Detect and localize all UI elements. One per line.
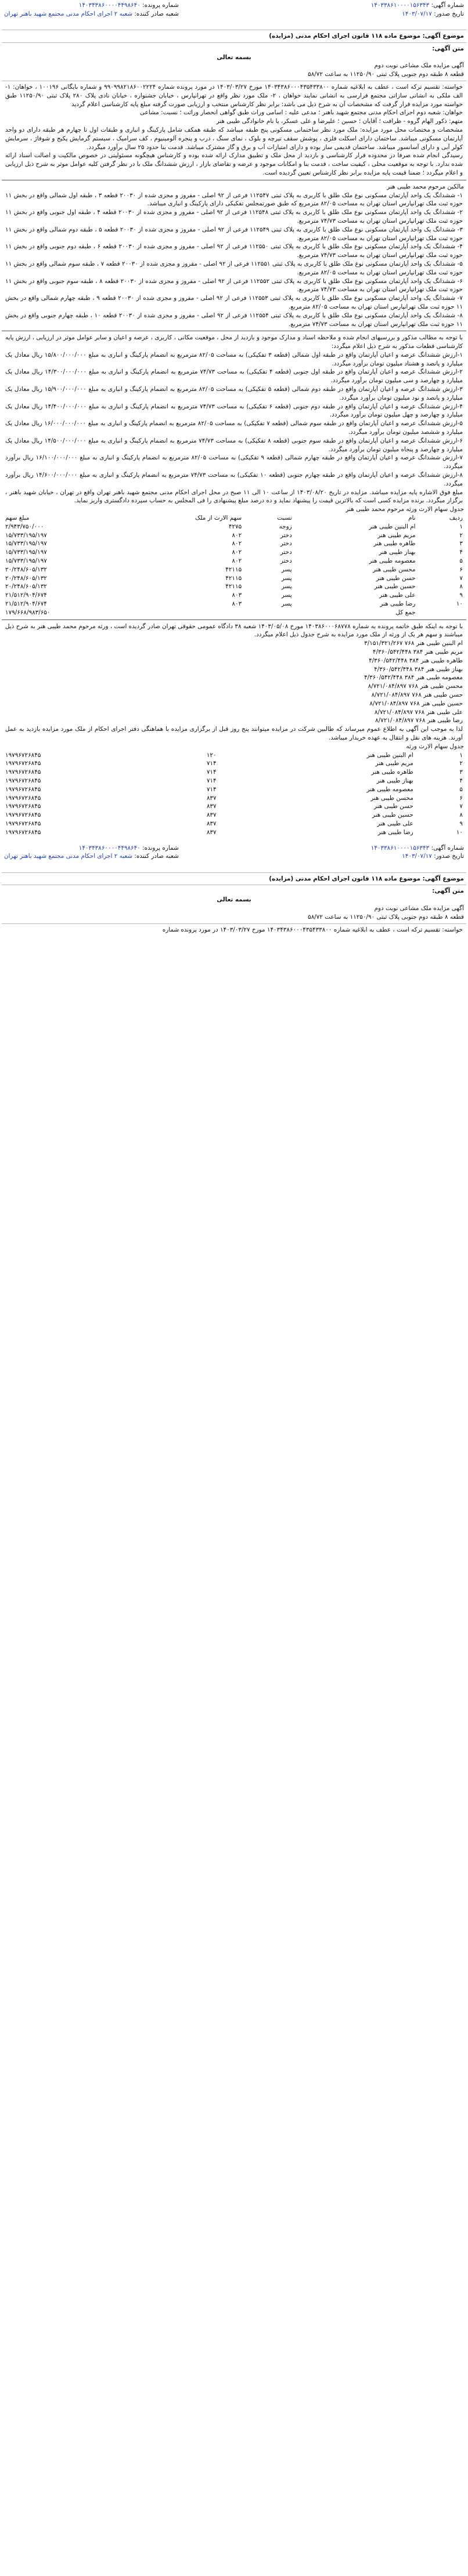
- table-cell: ۱۹۷۹۶۷۲۶۸۴۵: [5, 828, 41, 836]
- notice-number: ۱۴۰۳۳۸۶۱۰۰۰۰۱۵۶۳۴۳: [370, 2, 430, 9]
- divider: [2, 619, 466, 620]
- valuation-item: ۶-ارزش ششدانگ عرصه و اعیان آپارتمان واقع در طبقه سوم جنوبی (قطعه ۸ تفکیکی) به مساحت ۷۴/۷۳ مترمربع به انضمام پارکینگ و انباری به مبلغ ۱۴/۵۰۰/۰۰۰/۰۰۰ ریال معادل یک میلیارد و چهارصد و پنجاه میلیون تومان برآورد میگردد.: [5, 437, 463, 453]
- table-cell: ۱۰: [456, 828, 463, 836]
- paragraph: با توجه به اینکه طبق خاتمه پرونده به شماره ۱۴۰۳۸۶۰۰۰۶۸۷۷۸ مورخ ۱۴۰۳/۰۵/۰۸ شعبه ۳۸ دادگاه عمومی حقوقی تهران صادر گردیده است ، ورثه مرحوم محمد طیبی هنر به شرح ذیل میباشند و سهم هر یک از ورثه از ملک مورد مزایده به شرح جدول ذیل اعلام میگردد.: [5, 622, 463, 639]
- table-cell: رضا طیبی هنر: [380, 600, 416, 607]
- table-cell: ۸: [459, 583, 463, 590]
- table-cell: ۱۹۷۹۶۷۲۶۸۴۵: [5, 785, 41, 793]
- divider: [2, 42, 466, 43]
- table-cell: ۴۲۱۱۵: [225, 574, 242, 582]
- table-cell: ۱۲۰: [206, 751, 217, 759]
- table-cell: ۸۳۷: [206, 794, 217, 802]
- list-item: محسن طیبی هنر ۷۶۸ ۸/۷۲۱/۰۸۴/۸۹۷: [368, 683, 463, 690]
- table-total-row: [2, 608, 466, 617]
- list-item: ام البنین طیبی هنر ۷۶۸ ۳/۱۵۱/۳۲۱/۲۶۷: [364, 640, 463, 647]
- table-row: [2, 820, 466, 828]
- table-cell: ۱۹۷۹۶۷۲۶۸۴۵: [5, 794, 41, 802]
- property-item: ۳- ششدانگ یک واحد آپارتمان مسکونی نوع ملک طلق با کاربری به پلاک ثبتی ۱۱۲۵۴۹ فرعی از ۹۲ اصلی - مفروز و مجزی شده از ۲۰۰۳۰ قطعه ۵ ، طبقه دوم شمالی واقع در بخش ۱۱ حوزه ثبت ملک تهرانپارس استان تهران به مساحت ۸۲/۰۵ مترمربع.: [5, 226, 463, 242]
- issuer-row: شعبه صادر کننده: شعبه ۲ اجرای احکام مدنی مجتمع شهید باهنر تهران: [4, 853, 179, 860]
- divider: [2, 923, 466, 924]
- heirs-title: مالکین مرحوم محمد طیبی هنر: [387, 183, 464, 190]
- table-header-cell: مبلغ سهم: [5, 515, 30, 522]
- table-header-cell: ردیف: [449, 515, 463, 522]
- issuer: شعبه ۲ اجرای احکام مدنی مجتمع شهید باهنر تهران: [4, 853, 133, 860]
- table-cell: حسن طیبی هنر: [376, 574, 416, 582]
- paragraph: رسیدگی انجام شده صرفا در محدوده قرار کارشناسی و بازدید از محل ملک و تطبیق مدارک ارائه شده بوده و کارشناس هیچگونه مسئولیتی در خصوص مالکیت و اصالت اسناد ارائه شده ندارد. با توجه به موقعیت محلی ، کیفیت ساخت ، قدمت بنا و امکانات موجود و عرضه و تقاضای بازار ، ارزش ششدانگ ملک با در نظر گرفتن کلیه عوامل موثر به شرح ذیل ارزیابی و اعلام میگردد ؛ ضمنا قیمت پایه مزایده برابر نظر کارشناس تعیین گردیده است.: [5, 152, 463, 176]
- list-item: علی طیبی هنر ۷۶۸ ۸/۷۲۱/۰۸۴/۸۹۷: [374, 708, 463, 716]
- header-left: [4, 844, 179, 861]
- paragraph: مشخصات و مختصات محل مورد مزایده: ملک مورد نظر ساختمانی مسکونی پنج طبقه میباشد که طبقه همکف شامل پارکینگ و انباری و طبقات اول تا چهارم هر طبقه دارای دو واحد آپارتمان مسکونی میباشد. ساختمان دارای اسکلت فلزی ، پوشش سقف تیرچه و بلوک ، نمای سنگ ، درب و پنجره آلومینیوم ، کف سرامیک ، سیستم گرمایش پکیج و شوفاژ ، سرمایش کولر آبی و دارای آسانسور میباشد. ساختمان قدیمی ساز بوده و دارای امتیازات آب و برق و گاز مشترک میباشد. قدمت بنا حدود ۲۵ سال برآورد میگردد.: [5, 126, 463, 151]
- basmala: بسمه تعالی: [217, 896, 251, 904]
- table-cell: علی طیبی هنر: [377, 820, 413, 827]
- table-cell: حسین طیبی هنر: [374, 583, 416, 590]
- valuation-item: ۴-ارزش ششدانگ عرصه و اعیان آپارتمان واقع در طبقه دوم جنوبی (قطعه ۶ تفکیکی) به مساحت ۷۴/۷۳ مترمربع به انضمام پارکینگ و انباری به مبلغ ۱۴/۴۰۰/۰۰۰/۰۰۰ ریال معادل یک میلیارد و چهارصد و چهل میلیون تومان برآورد میگردد.: [5, 403, 463, 419]
- list-item: حسین طیبی هنر ۷۶۸ ۸/۷۲۱/۰۸۴/۸۹۷: [369, 700, 463, 707]
- table-cell: ۷: [459, 803, 463, 810]
- table-cell: حسن طیبی هنر: [374, 803, 413, 810]
- table-header-cell: سهم الارث از ملک: [195, 515, 242, 522]
- spacer: [2, 837, 466, 843]
- valuation-item: ۸-ارزش ششدانگ عرصه و اعیان آپارتمان واقع در طبقه چهارم جنوبی (قطعه ۱۰ تفکیکی) به مساحت ۷۴/۷۳ مترمربع به انضمام پارکینگ و انباری به مبلغ ۱۴/۶۰۰/۰۰۰/۰۰۰ ریال برآورد میگردد.: [5, 472, 463, 487]
- case-number-row: شماره پرونده: ۱۴۰۳۴۳۸۶۰۰۰۰۴۴۹۸۶۴۰: [78, 844, 179, 852]
- basmala: بسمه تعالی: [217, 53, 251, 61]
- table-cell: ۷۱۴: [206, 769, 217, 776]
- paragraph: مبلغ فوق الاشاره پایه مزایده میباشد. مزایده در تاریخ ۱۴۰۳/۰۸/۲۰ از ساعت ۱۰ الی ۱۱ صبح در محل اجرای احکام مدنی مجتمع شهید باهنر تهران واقع در تهران ، خیابان شهید باهنر ، برگزار میگردد. برنده مزایده کسی است که بالاترین قیمت را پیشنهاد نماید و ده درصد مبلغ پیشنهادی را فی المجلس به حساب سپرده دادگستری واریز نماید.: [5, 488, 463, 505]
- table-cell: ۲/۹۴۳/۷۵۰/۰۰۰: [5, 523, 44, 530]
- notice-number: ۱۴۰۳۳۸۶۱۰۰۰۰۱۵۶۳۴۳: [370, 844, 430, 852]
- document: [2, 0, 466, 2576]
- heirs-list: [2, 639, 466, 725]
- table-row: [2, 539, 466, 548]
- table-row: [2, 591, 466, 600]
- table-total: ۱۷۹/۶۶۸/۹۸۳/۶۵۰: [5, 608, 51, 616]
- parties: خواهان: شعبه دوم اجرای احکام مدنی مجتمع شهید باهنر ؛ مدعی علیه : اسامی وراث طبق گواهی انحصار وراثت ؛ نسبت: مشاعی: [139, 109, 463, 117]
- table-cell: ۷۱۴: [206, 760, 217, 767]
- notice-subject: موضوع آگهی: موضوع ماده ۱۱۸ قانون اجرای احکام مدنی (مزایده): [269, 32, 464, 39]
- table-cell: ۲۰/۲۴۸/۶۰۵/۱۳۲: [5, 583, 47, 590]
- table-cell: ۸۳۷: [206, 828, 217, 836]
- table-cell: ۲۰/۲۴۸/۶۰۵/۱۳۲: [5, 566, 47, 573]
- issue-date-row: تاریخ صدور: ۱۴۰۳/۰۷/۱۷: [402, 853, 464, 860]
- table-cell: محسن طیبی هنر: [370, 794, 413, 802]
- table-cell: پسر: [281, 600, 292, 607]
- header-right: [371, 1, 464, 19]
- table-cell: رضا طیبی هنر: [377, 828, 413, 836]
- table-row: [2, 759, 466, 768]
- table-cell: معصومه طیبی هنر: [369, 557, 416, 565]
- table-row: [2, 582, 466, 591]
- table-cell: ام البنین طیبی هنر: [366, 751, 413, 759]
- shares-table: [2, 514, 466, 617]
- table-cell: پسر: [281, 566, 292, 573]
- table-cell: ۸۰۲: [232, 549, 242, 556]
- valuation-item: ۲-ارزش ششدانگ عرصه و اعیان آپارتمان واقع در طبقه اول جنوبی (قطعه ۴ تفکیکی) به مساحت ۷۴/۷۳ مترمربع به انضمام پارکینگ و انباری به مبلغ ۱۴/۳۰۰/۰۰۰/۰۰۰ ریال معادل یک میلیارد و چهارصد و سی میلیون تومان برآورد میگردد.: [5, 368, 463, 385]
- table-cell: ۳: [459, 540, 463, 548]
- valuation-item: ۱-ارزش ششدانگ عرصه و اعیان آپارتمان واقع در طبقه اول شمالی (قطعه ۳ تفکیکی) به مساحت ۸۲/۰۵ مترمربع به انضمام پارکینگ و انباری به مبلغ ۱۵/۸۰۰/۰۰۰/۰۰۰ ریال معادل یک میلیارد و پانصد و هشتاد میلیون تومان برآورد میگردد.: [5, 351, 463, 367]
- auction-heading: آگهی مزایده ملک مشاعی نوبت دوم: [374, 904, 464, 912]
- shares-table-2: [2, 751, 466, 837]
- table-cell: دختر: [280, 557, 292, 565]
- table-cell: ۱: [459, 523, 463, 530]
- list-item: رضا طیبی هنر ۷۶۸ ۸/۷۲۱/۰۸۴/۸۹۷: [375, 717, 463, 724]
- property-item: ۴- ششدانگ یک واحد آپارتمان مسکونی نوع ملک طلق با کاربری به پلاک ثبتی ۱۱۲۵۵۰ فرعی از ۹۲ اصلی - مفروز و مجزی شده از ۲۰۰۳۰ قطعه ۶ ، طبقه دوم جنوبی واقع در بخش ۱۱ حوزه ثبت ملک تهرانپارس استان تهران به مساحت ۷۴/۷۳ مترمربع.: [5, 243, 463, 259]
- case-number: ۱۴۰۳۴۳۸۶۰۰۰۰۴۴۹۸۶۴۰: [78, 2, 141, 9]
- list-item: طاهره طیبی هنر ۳۸۴ ۴/۳۶۰/۵۴۲/۴۴۸: [369, 657, 463, 664]
- table-cell: ۱۹۷۹۶۷۲۶۸۴۵: [5, 811, 41, 819]
- table-cell: مریم طیبی هنر: [375, 760, 413, 767]
- table-cell: ۱۹۷۹۶۷۲۶۸۴۵: [5, 820, 41, 827]
- notice-number-row: شماره آگهی: ۱۴۰۳۳۸۶۱۰۰۰۰۱۵۶۳۴۳: [370, 2, 464, 9]
- table-cell: ۸۰۳: [232, 600, 242, 607]
- table-cell: ۷۱۴: [206, 777, 217, 784]
- auction-subheading: قطعه ۸ طبقه دوم جنوبی پلاک ثبتی ۱۱۲۵۰/۹۰ به ساعت ۵۸/۷۲: [308, 71, 464, 78]
- shares-table-title: جدول سهام الارث ورثه مرحوم محمد طیبی هنر: [345, 506, 464, 513]
- notice-header: [2, 0, 466, 28]
- list-item: مریم طیبی هنر ۳۸۴ ۴/۳۶۰/۵۴۲/۴۴۸: [373, 648, 463, 655]
- valuation-item: ۳-ارزش ششدانگ عرصه و اعیان آپارتمان واقع در طبقه دوم شمالی (قطعه ۵ تفکیکی) به مساحت ۸۲/۰۵ مترمربع به انضمام پارکینگ و انباری به مبلغ ۱۵/۹۰۰/۰۰۰/۰۰۰ ریال معادل یک میلیارد و پانصد و نود میلیون تومان برآورد میگردد.: [5, 386, 463, 401]
- table-row: [2, 794, 466, 803]
- table-cell: ۴۲۱۱۵: [225, 566, 242, 573]
- table-cell: ۸۰۲: [232, 540, 242, 548]
- table-cell: پسر: [281, 583, 292, 590]
- table-cell: بهناز طیبی هنر: [379, 549, 416, 556]
- table-cell: محسن طیبی هنر: [372, 566, 416, 573]
- list-item: معصومه طیبی هنر ۳۸۴ ۴/۳۶۰/۵۴۲/۴۴۸: [364, 674, 463, 682]
- table-cell: ۲۱/۵۱۲/۹۰۴/۶۷۴: [5, 600, 47, 607]
- list-item: بهناز طیبی هنر ۳۸۴ ۴/۳۶۰/۵۴۲/۴۴۸: [374, 665, 463, 673]
- table-row: [2, 811, 466, 820]
- header-right: [371, 844, 464, 861]
- table-cell: طاهره طیبی هنر: [373, 540, 416, 548]
- table-header-row: [2, 514, 466, 523]
- table-row: [2, 574, 466, 583]
- table-cell: ۶: [459, 794, 463, 802]
- list-item: حسن طیبی هنر ۷۶۸ ۸/۷۲۱/۰۸۴/۸۹۷: [371, 691, 463, 698]
- table-row: [2, 802, 466, 811]
- table-cell: ۹: [459, 820, 463, 827]
- notice-subject: موضوع آگهی: موضوع ماده ۱۱۸ قانون اجرای احکام مدنی (مزایده): [269, 875, 464, 882]
- issuer: شعبه ۲ اجرای احکام مدنی مجتمع شهید باهنر تهران: [4, 10, 133, 17]
- table-cell: ۲۰/۲۴۸/۶۰۵/۱۳۲: [5, 574, 47, 582]
- table-row: [2, 828, 466, 837]
- table-total-label: جمع کل: [395, 608, 416, 616]
- case-number-row: شماره پرونده: ۱۴۰۳۴۳۸۶۰۰۰۰۴۴۹۸۶۴۰: [78, 2, 179, 9]
- table-cell: ۹: [459, 592, 463, 599]
- notice-header: [2, 843, 466, 871]
- table-row: [2, 531, 466, 540]
- auction-subheading: قطعه ۸ طبقه دوم جنوبی پلاک ثبتی ۱۱۲۵۰/۹۰ به ساعت ۵۸/۷۲: [308, 913, 464, 921]
- valuation-item: ۵-ارزش ششدانگ عرصه و اعیان آپارتمان واقع در طبقه سوم شمالی (قطعه ۷ تفکیکی) به مساحت ۸۲/۰۵ مترمربع به انضمام پارکینگ و انباری به مبلغ ۱۶/۰۰۰/۰۰۰/۰۰۰ ریال معادل یک میلیارد و ششصد میلیون تومان برآورد میگردد.: [5, 420, 463, 436]
- property-item: ۵- ششدانگ یک واحد آپارتمان مسکونی نوع ملک طلق با کاربری به پلاک ثبتی ۱۱۲۵۵۱ فرعی از ۹۲ اصلی - مفروز و مجزی شده از ۲۰۰۳۰ قطعه ۷ ، طبقه سوم شمالی واقع در بخش ۱۱ حوزه ثبت ملک تهرانپارس استان تهران به مساحت ۸۲/۰۵ مترمربع.: [5, 260, 463, 276]
- table-cell: ۸۰۲: [232, 557, 242, 565]
- table-cell: ۱۵/۷۳۳/۱۹۵/۱۹۷: [5, 557, 47, 565]
- table-cell: ۸۰۲: [232, 531, 242, 539]
- notice-number-row: شماره آگهی: ۱۴۰۳۳۸۶۱۰۰۰۰۱۵۶۳۴۳: [370, 844, 464, 852]
- table-cell: ۵: [459, 785, 463, 793]
- table-cell: ۱۹۷۹۶۷۲۶۸۴۵: [5, 760, 41, 767]
- paragraph: خواسته: تقسیم ترکه است ، عطف به ابلاغیه شماره ۱۴۰۳۴۳۸۶۰۰۰۴۳۵۴۳۳۸۰۰ مورخ ۱۴۰۳/۰۳/۲۷ در مورد پرونده شماره: [162, 926, 463, 933]
- notice-2: [2, 843, 466, 934]
- table-cell: دختر: [280, 531, 292, 539]
- table-row: [2, 785, 466, 794]
- table-cell: ۱: [459, 751, 463, 759]
- valuation-item: ۷-ارزش ششدانگ عرصه و اعیان آپارتمان واقع در طبقه چهارم شمالی (قطعه ۹ تفکیکی) به مساحت ۸۲/۰۵ مترمربع به انضمام پارکینگ و انباری به مبلغ ۱۶/۱۰۰/۰۰۰/۰۰۰ ریال برآورد میگردد.: [5, 454, 463, 470]
- table-cell: ۸۰۳: [232, 592, 242, 599]
- table-cell: ۸۳۷: [206, 803, 217, 810]
- table-cell: معصومه طیبی هنر: [366, 785, 413, 793]
- property-item: ۱- ششدانگ یک واحد آپارتمان مسکونی نوع ملک طلق با کاربری به پلاک ثبتی ۱۱۲۵۴۷ فرعی از ۹۲ اصلی - مفروز و مجزی شده از ۲۰۰۳۰ قطعه ۳ ، طبقه اول شمالی واقع در بخش ۱۱ حوزه ثبت ملک تهرانپارس استان تهران به مساحت ۸۲/۰۵ مترمربع که طبق صورتمجلس تفکیکی دارای پارکینگ و انباری میباشد.: [5, 191, 463, 208]
- table-row: [2, 600, 466, 608]
- notice-1: [2, 0, 466, 837]
- table-cell: ۴۲۱۱۵: [225, 583, 242, 590]
- table-row: [2, 523, 466, 531]
- table-cell: ۱۹۷۹۶۷۲۶۸۴۵: [5, 777, 41, 784]
- defendants: متهم: ذکور الهام گروه - ظرافت ؛ آقایان ؛ حسین ؛ علیرضا و علی عسکر، یا نام خانوادگی طیبی هنر: [216, 118, 463, 125]
- table-cell: طاهره طیبی هنر: [371, 769, 413, 776]
- table-cell: دختر: [280, 540, 292, 548]
- table-cell: ۲۱/۵۱۲/۹۰۴/۶۷۴: [5, 592, 47, 599]
- table-cell: علی طیبی هنر: [379, 592, 416, 599]
- issue-date: ۱۴۰۳/۰۷/۱۷: [402, 853, 432, 860]
- table-cell: ۸۳۷: [206, 820, 217, 827]
- table-header-cell: نام: [408, 515, 416, 522]
- table-cell: مریم طیبی هنر: [377, 531, 416, 539]
- table-row: [2, 768, 466, 777]
- shares-table-2-title: جدول سهام الارث ورثه: [406, 742, 464, 750]
- property-item: ۸- ششدانگ یک واحد آپارتمان مسکونی نوع ملک طلق با کاربری به پلاک ثبتی ۱۱۲۵۵۴ فرعی از ۹۲ اصلی - مفروز و مجزی شده از ۲۰۰۳۰ قطعه ۱۰ ، طبقه چهارم جنوبی واقع در بخش ۱۱ حوزه ثبت ملک تهرانپارس استان تهران به مساحت ۷۴/۷۳ مترمربع.: [5, 311, 463, 328]
- table-cell: ۱۵/۷۳۳/۱۹۵/۱۹۷: [5, 540, 47, 548]
- table-cell: ۱۹۷۹۶۷۲۶۸۴۵: [5, 769, 41, 776]
- table-cell: دختر: [280, 549, 292, 556]
- divider: [2, 872, 466, 873]
- table-cell: زوجه: [279, 523, 292, 530]
- issue-date-row: تاریخ صدور: ۱۴۰۳/۰۷/۱۷: [402, 10, 464, 17]
- table-cell: ۸۳۷: [206, 811, 217, 819]
- table-cell: ۱۵/۷۳۳/۱۹۵/۱۹۷: [5, 531, 47, 539]
- table-cell: پسر: [281, 592, 292, 599]
- notice-text-label: متن آگهی:: [432, 887, 464, 895]
- issue-date: ۱۴۰۳/۰۷/۱۷: [402, 10, 432, 17]
- table-cell: ۱۹۷۹۶۷۲۶۸۴۵: [5, 751, 41, 759]
- table-cell: ۵: [459, 557, 463, 565]
- header-left: [4, 1, 179, 19]
- table-cell: ۳: [459, 769, 463, 776]
- table-cell: ۴۲۷۵: [228, 523, 242, 530]
- table-cell: ۴: [459, 549, 463, 556]
- table-cell: ۱۰: [456, 600, 463, 607]
- table-cell: ۸: [459, 811, 463, 819]
- table-row: [2, 566, 466, 574]
- property-item: ۷- ششدانگ یک واحد آپارتمان مسکونی نوع ملک طلق با کاربری به پلاک ثبتی ۱۱۲۵۵۳ فرعی از ۹۲ اصلی - مفروز و مجزی شده از ۲۰۰۳۰ قطعه ۹ ، طبقه چهارم شمالی واقع در بخش ۱۱ حوزه ثبت ملک تهرانپارس استان تهران به مساحت ۸۲/۰۵ مترمربع.: [5, 295, 463, 310]
- table-cell: پسر: [281, 574, 292, 582]
- property-item: ۶- ششدانگ یک واحد آپارتمان مسکونی نوع ملک طلق با کاربری به پلاک ثبتی ۱۱۲۵۵۲ فرعی از ۹۲ اصلی - مفروز و مجزی شده از ۲۰۰۳۰ قطعه ۸ ، طبقه سوم جنوبی واقع در بخش ۱۱ حوزه ثبت ملک تهرانپارس استان تهران به مساحت ۷۴/۷۳ مترمربع.: [5, 277, 463, 294]
- table-cell: ۷: [459, 574, 463, 582]
- auction-heading: آگهی مزایده ملک مشاعی نوبت دوم: [374, 62, 464, 70]
- table-row: [2, 557, 466, 566]
- issuer-row: شعبه صادر کننده: شعبه ۲ اجرای احکام مدنی مجتمع شهید باهنر تهران: [4, 10, 179, 17]
- table-row: [2, 548, 466, 557]
- table-cell: ۱۹۷۹۶۷۲۶۸۴۵: [5, 803, 41, 810]
- table-row: [2, 751, 466, 760]
- table-row: [2, 777, 466, 785]
- table-cell: ۷۱۴: [206, 785, 217, 793]
- table-cell: ۴: [459, 777, 463, 784]
- paragraph: لذا به موجب این آگهی به اطلاع عموم میرساند که طالبین شرکت در مزایده میتوانند پنج روز قبل از برگزاری مزایده با هماهنگی دفتر اجرای احکام از ملک مورد مزایده بازدید به عمل آورند. هزینه های نقل و انتقال به عهده خریدار میباشد.: [5, 726, 463, 741]
- paragraph: با توجه به مطالب مذکور و بررسیهای انجام شده و ملاحظه اسناد و مدارک موجود و بازدید از محل ، موقعیت مکانی ، کاربری ، عرصه و اعیان و سایر عوامل موثر در ارزیابی ، ارزش پایه کارشناسی قطعات مذکور به شرح ذیل اعلام میگردد:: [5, 334, 463, 350]
- table-cell: ۶: [459, 566, 463, 573]
- notice-text-label: متن آگهی:: [432, 45, 464, 52]
- table-cell: ام البنین طیبی هنر: [369, 523, 416, 530]
- table-cell: حسین طیبی هنر: [372, 811, 413, 819]
- table-cell: ۱۵/۷۳۳/۱۹۵/۱۹۷: [5, 549, 47, 556]
- table-cell: ۲: [459, 760, 463, 767]
- table-cell: ۲: [459, 531, 463, 539]
- case-number: ۱۴۰۳۴۳۸۶۰۰۰۰۴۴۹۸۶۴۰: [78, 844, 141, 852]
- paragraph: خواسته: تقسیم ترکه است ، عطف به ابلاغیه شماره ۱۴۰۳۴۳۸۶۰۰۰۴۳۵۴۳۳۸۰۰ مورخ ۱۴۰۳/۰۳/۲۷ در مورد پرونده شماره ۹۹۰۹۹۸۲۱۸۶۰۰۲۲۲۴ و شماره بایگانی ۱۰۰۱۹۶ ، خواهان: ۱- الف ملکی به انشانی سازاتی مجتمع فرارسی به انشانی نمایند خواهان ، ۲- ملک مورد نظر واقع در تهرانپارس ، خیابان جشنواره ، خیابان نادی پلاک ۲۸۰ پلاک ثبتی ۱۱۲۵۰/۹۰ طبق خواسته مورد مزایده قرار گرفت که مشخصات آن به شرح ذیل می باشد: برابر نظر کارشناس منتخب و ارزیابی صورت گرفته مبلغ پایه کارشناسی اعلام گردید: [5, 83, 463, 108]
- table-cell: بهناز طیبی هنر: [376, 777, 413, 784]
- property-item: ۲- ششدانگ یک واحد آپارتمان مسکونی نوع ملک طلق با کاربری به پلاک ثبتی ۱۱۲۵۴۸ فرعی از ۹۲ اصلی - مفروز و مجزی شده از ۲۰۰۳۰ قطعه ۴ ، طبقه اول جنوبی واقع در بخش ۱۱ حوزه ثبت ملک تهرانپارس استان تهران به مساحت ۷۴/۷۳ مترمربع.: [5, 209, 463, 224]
- table-header-cell: نسبت: [277, 515, 292, 522]
